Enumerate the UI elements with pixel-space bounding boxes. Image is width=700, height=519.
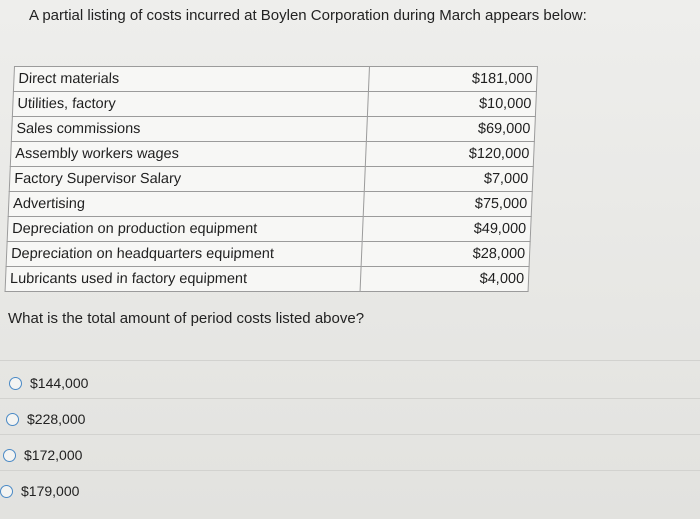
table-row	[10, 142, 534, 167]
option-label: $172,000	[24, 447, 83, 463]
answer-option[interactable]	[0, 483, 79, 499]
question-text: What is the total amount of period costs listed above?	[8, 310, 365, 327]
cost-label: Depreciation on production equipment	[7, 217, 363, 242]
table-row	[8, 192, 532, 217]
table-row	[6, 242, 530, 267]
option-label: $228,000	[27, 411, 86, 427]
cost-label: Factory Supervisor Salary	[9, 167, 365, 192]
cost-amount: $28,000	[361, 242, 531, 267]
cost-table	[5, 66, 538, 292]
divider	[0, 398, 700, 399]
cost-label: Sales commissions	[11, 117, 367, 142]
divider	[0, 434, 700, 435]
intro-text: A partial listing of costs incurred at Boylen Corporation during March appears below:	[29, 7, 587, 24]
divider	[0, 470, 700, 471]
radio-button[interactable]	[3, 449, 16, 462]
table-row	[12, 92, 536, 117]
cost-label: Utilities, factory	[12, 92, 368, 117]
cost-amount: $49,000	[362, 217, 532, 242]
table-row	[13, 67, 537, 92]
cost-label: Lubricants used in factory equipment	[5, 267, 361, 292]
option-label: $144,000	[30, 375, 89, 391]
cost-amount: $181,000	[368, 67, 538, 92]
radio-button[interactable]	[6, 413, 19, 426]
answer-option[interactable]	[9, 375, 88, 391]
cost-label: Advertising	[8, 192, 364, 217]
cost-label: Direct materials	[13, 67, 369, 92]
cost-amount: $4,000	[360, 267, 530, 292]
cost-amount: $69,000	[366, 117, 536, 142]
table-row	[5, 267, 529, 292]
cost-label: Depreciation on headquarters equipment	[6, 242, 362, 267]
table-row	[7, 217, 531, 242]
option-label: $179,000	[21, 483, 80, 499]
radio-button[interactable]	[9, 377, 22, 390]
cost-amount: $10,000	[367, 92, 537, 117]
cost-amount: $75,000	[363, 192, 533, 217]
cost-amount: $7,000	[364, 167, 534, 192]
answer-option[interactable]	[6, 411, 85, 427]
cost-amount: $120,000	[365, 142, 535, 167]
table-row	[9, 167, 533, 192]
divider	[0, 360, 700, 361]
answer-option[interactable]	[3, 447, 82, 463]
table-row	[11, 117, 535, 142]
radio-button[interactable]	[0, 485, 13, 498]
cost-label: Assembly workers wages	[10, 142, 366, 167]
